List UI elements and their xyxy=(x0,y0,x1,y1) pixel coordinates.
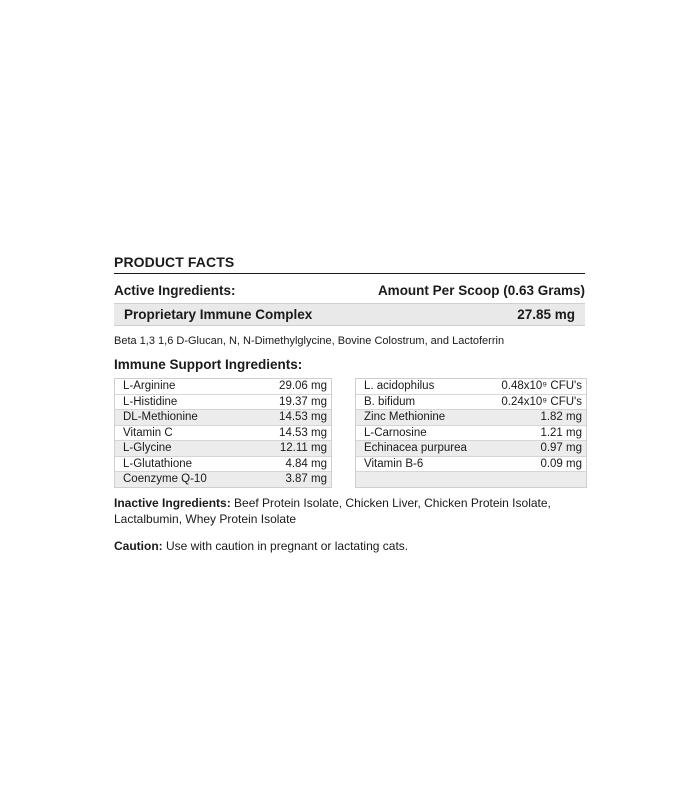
complex-name: Proprietary Immune Complex xyxy=(124,307,313,322)
table-row xyxy=(356,394,586,410)
ingredient-name: Vitamin B-6 xyxy=(364,457,424,470)
ingredient-name: L-Histidine xyxy=(123,395,178,408)
ingredient-amount: 14.53 mg xyxy=(279,426,327,439)
inactive-ingredients-text: Beef Protein Isolate, Chicken Liver, Chicken Protein Isolate, Lactalbumin, Whey Protein Isolate xyxy=(114,496,551,526)
ingredient-amount: 0.24x10⁹ CFU's xyxy=(501,395,582,408)
ingredient-name: B. bifidum xyxy=(364,395,416,408)
ingredient-amount: 19.37 mg xyxy=(279,395,327,408)
caution-label: Caution: xyxy=(114,539,163,553)
table-row xyxy=(356,440,586,456)
table-row xyxy=(356,409,586,425)
ingredient-name: L. acidophilus xyxy=(364,380,435,392)
ingredient-name: Echinacea purpurea xyxy=(364,442,467,454)
ingredient-amount: 3.87 mg xyxy=(285,473,327,485)
active-ingredients-label: Active Ingredients: xyxy=(114,283,236,298)
immune-ingredient-tables xyxy=(114,378,585,483)
proprietary-complex-row xyxy=(114,303,585,326)
table-row xyxy=(115,409,331,425)
ingredient-amount: 0.09 mg xyxy=(540,457,582,470)
ingredient-amount: 14.53 mg xyxy=(279,411,327,423)
caution-note xyxy=(114,539,585,553)
amount-per-scoop-label: Amount Per Scoop (0.63 Grams) xyxy=(377,283,585,298)
table-row xyxy=(115,471,331,487)
table-row-empty xyxy=(356,471,586,487)
ingredient-amount: 0.48x10⁹ CFU's xyxy=(501,380,582,392)
table-row xyxy=(115,456,331,472)
product-facts-title: PRODUCT FACTS xyxy=(114,254,585,274)
ingredient-name: Coenzyme Q-10 xyxy=(123,473,207,485)
caution-text: Use with caution in pregnant or lactating cats. xyxy=(162,539,409,553)
complex-amount: 27.85 mg xyxy=(517,307,575,322)
ingredient-name: L-Carnosine xyxy=(364,426,427,439)
complex-description: Beta 1,3 1,6 D-Glucan, N, N-Dimethylglycine, Bovine Colostrum, and Lactoferrin xyxy=(114,335,505,347)
table-row xyxy=(115,440,331,456)
ingredient-amount: 0.97 mg xyxy=(540,442,582,454)
ingredient-name: L-Arginine xyxy=(123,380,176,392)
immune-table-left xyxy=(114,378,332,488)
table-row xyxy=(115,379,331,394)
table-row xyxy=(356,425,586,441)
ingredient-name: L-Glutathione xyxy=(123,457,193,470)
ingredient-name: Vitamin C xyxy=(123,426,173,439)
ingredient-amount: 4.84 mg xyxy=(285,457,327,470)
table-row xyxy=(115,394,331,410)
inactive-ingredients-label: Inactive Ingredients: xyxy=(114,496,231,510)
table-row xyxy=(356,379,586,394)
ingredient-amount: 1.21 mg xyxy=(540,426,582,439)
ingredient-name: DL-Methionine xyxy=(123,411,198,423)
immune-support-heading: Immune Support Ingredients: xyxy=(114,357,303,372)
table-row xyxy=(356,456,586,472)
ingredient-amount: 29.06 mg xyxy=(279,380,327,392)
ingredient-amount: 1.82 mg xyxy=(540,411,582,423)
active-ingredients-header xyxy=(114,283,585,298)
product-facts-panel xyxy=(114,254,585,553)
table-row xyxy=(115,425,331,441)
inactive-ingredients xyxy=(114,495,585,527)
immune-table-right xyxy=(355,378,587,488)
ingredient-amount: 12.11 mg xyxy=(279,442,327,454)
ingredient-name: L-Glycine xyxy=(123,442,172,454)
ingredient-name: Zinc Methionine xyxy=(364,411,446,423)
